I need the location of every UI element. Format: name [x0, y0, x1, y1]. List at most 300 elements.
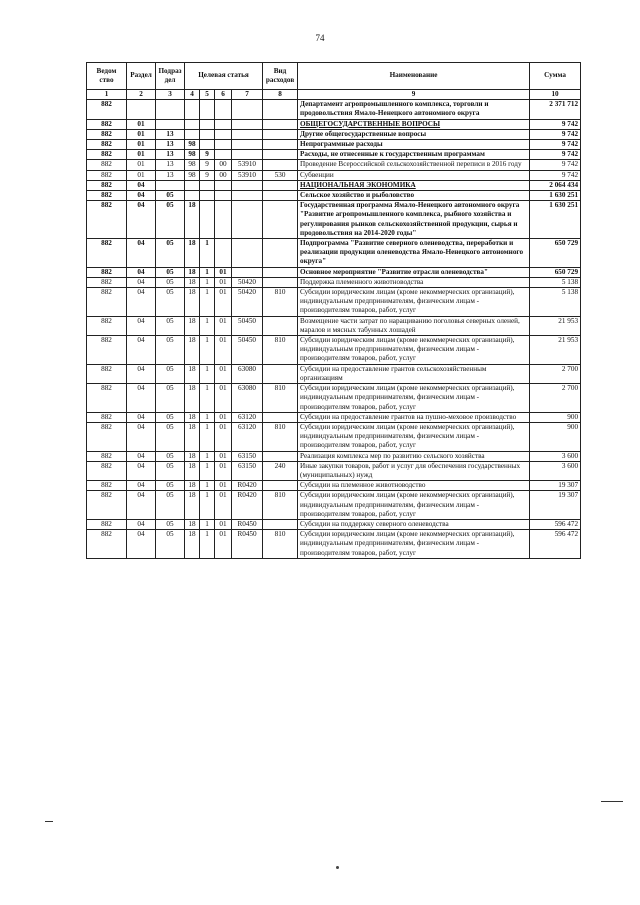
cs-subprogram-cell: [200, 100, 215, 119]
cs-direction-cell: 50450: [232, 336, 263, 365]
vr-cell: [263, 364, 298, 383]
vedomstvo-cell: 882: [87, 129, 127, 139]
budget-table: [86, 62, 581, 559]
cs-direction-cell: [232, 100, 263, 119]
name-cell: Субсидии на поддержку северного оленеводства: [298, 519, 530, 529]
table-row: [87, 491, 581, 520]
cs-event-cell: [215, 119, 232, 129]
name-cell: Субсидии на предоставление грантов сельскохозяйственным организациям: [298, 364, 530, 383]
cs-program-cell: 18: [185, 491, 200, 520]
cs-subprogram-cell: 1: [200, 530, 215, 559]
cs-subprogram-cell: 1: [200, 277, 215, 287]
cs-direction-cell: [232, 129, 263, 139]
col-header-sum: Сумма: [530, 63, 581, 90]
cs-subprogram-cell: 1: [200, 412, 215, 422]
table-row: [87, 481, 581, 491]
vedomstvo-cell: 882: [87, 140, 127, 150]
sum-cell: 2 371 712: [530, 100, 581, 119]
cs-event-cell: 01: [215, 288, 232, 317]
vr-cell: [263, 129, 298, 139]
vr-cell: [263, 451, 298, 461]
name-cell: Субсидии юридическим лицам (кроме некоммерческих организаций), индивидуальным предпринимателям, физическим лицам - производителям товаров, работ, услуг: [298, 336, 530, 365]
cs-subprogram-cell: [200, 140, 215, 150]
vedomstvo-cell: 882: [87, 481, 127, 491]
table-row: [87, 150, 581, 160]
sum-cell: 900: [530, 412, 581, 422]
razdel-cell: 04: [127, 364, 156, 383]
vr-cell: [263, 277, 298, 287]
name-cell: Субсидии юридическим лицам (кроме некоммерческих организаций), индивидуальным предпринимателям, физическим лицам - производителям товаров, работ, услуг: [298, 422, 530, 451]
name-cell: Непрограммные расходы: [298, 140, 530, 150]
col-header-vr: Вид расходов: [263, 63, 298, 90]
vedomstvo-cell: 882: [87, 316, 127, 335]
sum-cell: 3 600: [530, 451, 581, 461]
sum-cell: 21 953: [530, 336, 581, 365]
vr-cell: [263, 201, 298, 239]
table-row: [87, 170, 581, 180]
vedomstvo-cell: 882: [87, 384, 127, 413]
sum-cell: 19 307: [530, 481, 581, 491]
razdel-cell: 04: [127, 491, 156, 520]
name-cell: Реализация комплекса мер по развитию сельского хозяйства: [298, 451, 530, 461]
razdel-cell: 04: [127, 481, 156, 491]
cs-direction-cell: [232, 239, 263, 268]
cs-event-cell: 01: [215, 316, 232, 335]
vr-cell: [263, 150, 298, 160]
sum-cell: 19 307: [530, 491, 581, 520]
cs-subprogram-cell: 9: [200, 170, 215, 180]
table-row: [87, 336, 581, 365]
cs-direction-cell: 63120: [232, 412, 263, 422]
cs-event-cell: 00: [215, 170, 232, 180]
sum-cell: 2 700: [530, 364, 581, 383]
podrazdel-cell: 05: [156, 277, 185, 287]
podrazdel-cell: 05: [156, 451, 185, 461]
sum-cell: 9 742: [530, 160, 581, 170]
cs-direction-cell: 63080: [232, 384, 263, 413]
razdel-cell: 04: [127, 288, 156, 317]
cs-direction-cell: [232, 140, 263, 150]
cs-program-cell: 18: [185, 201, 200, 239]
cs-subprogram-cell: 1: [200, 239, 215, 268]
vr-cell: [263, 119, 298, 129]
col-header-name: Наименование: [298, 63, 530, 90]
cs-subprogram-cell: [200, 180, 215, 190]
vedomstvo-cell: 882: [87, 267, 127, 277]
sum-cell: 3 600: [530, 461, 581, 480]
cs-subprogram-cell: 9: [200, 150, 215, 160]
name-cell: Субсидии юридическим лицам (кроме некоммерческих организаций), индивидуальным предпринимателям, физическим лицам - производителям товаров, работ, услуг: [298, 530, 530, 559]
table-row: [87, 451, 581, 461]
podrazdel-cell: 05: [156, 316, 185, 335]
cs-event-cell: [215, 201, 232, 239]
vr-cell: 810: [263, 491, 298, 520]
podrazdel-cell: [156, 180, 185, 190]
podrazdel-cell: 05: [156, 422, 185, 451]
cs-program-cell: [185, 119, 200, 129]
vedomstvo-cell: 882: [87, 150, 127, 160]
vr-cell: [263, 316, 298, 335]
table-row: [87, 364, 581, 383]
cs-subprogram-cell: 1: [200, 461, 215, 480]
cs-event-cell: 01: [215, 277, 232, 287]
cs-direction-cell: R0420: [232, 491, 263, 520]
vedomstvo-cell: 882: [87, 530, 127, 559]
cs-event-cell: [215, 150, 232, 160]
cs-direction-cell: [232, 119, 263, 129]
vedomstvo-cell: 882: [87, 364, 127, 383]
razdel-cell: 04: [127, 519, 156, 529]
table-row: [87, 288, 581, 317]
table-row: [87, 100, 581, 119]
column-index-cell: 7: [232, 90, 263, 100]
name-cell: НАЦИОНАЛЬНАЯ ЭКОНОМИКА: [298, 180, 530, 190]
cs-direction-cell: [232, 150, 263, 160]
vedomstvo-cell: 882: [87, 239, 127, 268]
vr-cell: [263, 481, 298, 491]
cs-event-cell: [215, 180, 232, 190]
sum-cell: 2 064 434: [530, 180, 581, 190]
sum-cell: 900: [530, 422, 581, 451]
podrazdel-cell: 05: [156, 364, 185, 383]
cs-subprogram-cell: 1: [200, 451, 215, 461]
vr-cell: [263, 100, 298, 119]
table-row: [87, 277, 581, 287]
podrazdel-cell: 05: [156, 336, 185, 365]
podrazdel-cell: 05: [156, 239, 185, 268]
razdel-cell: 04: [127, 336, 156, 365]
cs-program-cell: 18: [185, 239, 200, 268]
razdel-cell: [127, 100, 156, 119]
cs-program-cell: 18: [185, 316, 200, 335]
cs-program-cell: 18: [185, 288, 200, 317]
col-header-podrazdel: Подраз дел: [156, 63, 185, 90]
cs-direction-cell: 53910: [232, 170, 263, 180]
name-cell: Поддержка племенного животноводства: [298, 277, 530, 287]
cs-subprogram-cell: 1: [200, 519, 215, 529]
vr-cell: 810: [263, 336, 298, 365]
vr-cell: 530: [263, 170, 298, 180]
sum-cell: 596 472: [530, 519, 581, 529]
podrazdel-cell: 05: [156, 481, 185, 491]
name-cell: Другие общегосударственные вопросы: [298, 129, 530, 139]
cs-subprogram-cell: 1: [200, 336, 215, 365]
vr-cell: 810: [263, 422, 298, 451]
vedomstvo-cell: 882: [87, 519, 127, 529]
col-header-razdel: Раздел: [127, 63, 156, 90]
cs-event-cell: 01: [215, 461, 232, 480]
podrazdel-cell: 13: [156, 150, 185, 160]
podrazdel-cell: 05: [156, 412, 185, 422]
cs-direction-cell: 63150: [232, 451, 263, 461]
cs-subprogram-cell: [200, 129, 215, 139]
cs-program-cell: 18: [185, 384, 200, 413]
cs-subprogram-cell: [200, 119, 215, 129]
vr-cell: [263, 180, 298, 190]
cs-subprogram-cell: 1: [200, 384, 215, 413]
cs-event-cell: [215, 129, 232, 139]
cs-program-cell: 98: [185, 170, 200, 180]
cs-event-cell: 01: [215, 336, 232, 365]
sum-cell: 5 138: [530, 288, 581, 317]
razdel-cell: 04: [127, 412, 156, 422]
vedomstvo-cell: 882: [87, 461, 127, 480]
sum-cell: 9 742: [530, 129, 581, 139]
cs-event-cell: 01: [215, 530, 232, 559]
vr-cell: 810: [263, 384, 298, 413]
podrazdel-cell: 05: [156, 491, 185, 520]
cs-event-cell: 01: [215, 267, 232, 277]
cs-program-cell: [185, 100, 200, 119]
table-row: [87, 180, 581, 190]
table-row: [87, 316, 581, 335]
vedomstvo-cell: 882: [87, 451, 127, 461]
cs-program-cell: 18: [185, 422, 200, 451]
column-index-cell: 6: [215, 90, 232, 100]
sum-cell: 650 729: [530, 239, 581, 268]
podrazdel-cell: 05: [156, 191, 185, 201]
cs-event-cell: 01: [215, 491, 232, 520]
razdel-cell: 01: [127, 170, 156, 180]
cs-subprogram-cell: [200, 201, 215, 239]
razdel-cell: 04: [127, 191, 156, 201]
margin-mark-left: [45, 821, 53, 822]
cs-direction-cell: R0420: [232, 481, 263, 491]
vedomstvo-cell: 882: [87, 336, 127, 365]
cs-subprogram-cell: 1: [200, 364, 215, 383]
sum-cell: 9 742: [530, 119, 581, 129]
table-row: [87, 160, 581, 170]
podrazdel-cell: 13: [156, 170, 185, 180]
cs-subprogram-cell: [200, 191, 215, 201]
vr-cell: 810: [263, 530, 298, 559]
vedomstvo-cell: 882: [87, 491, 127, 520]
cs-event-cell: [215, 239, 232, 268]
vr-cell: 240: [263, 461, 298, 480]
podrazdel-cell: 05: [156, 519, 185, 529]
cs-program-cell: 18: [185, 519, 200, 529]
cs-direction-cell: 50420: [232, 277, 263, 287]
table-row: [87, 422, 581, 451]
column-index-cell: 5: [200, 90, 215, 100]
cs-direction-cell: R0450: [232, 530, 263, 559]
cs-event-cell: [215, 140, 232, 150]
name-cell: Иные закупки товаров, работ и услуг для обеспечения государственных (муниципальных) нужд: [298, 461, 530, 480]
razdel-cell: 04: [127, 451, 156, 461]
cs-event-cell: 01: [215, 519, 232, 529]
cs-direction-cell: 53910: [232, 160, 263, 170]
podrazdel-cell: 05: [156, 530, 185, 559]
vr-cell: [263, 160, 298, 170]
vr-cell: [263, 140, 298, 150]
vedomstvo-cell: 882: [87, 170, 127, 180]
cs-event-cell: 01: [215, 481, 232, 491]
name-cell: Субсидии юридическим лицам (кроме некоммерческих организаций), индивидуальным предпринимателям, физическим лицам - производителям товаров, работ, услуг: [298, 288, 530, 317]
razdel-cell: 04: [127, 180, 156, 190]
podrazdel-cell: [156, 100, 185, 119]
razdel-cell: 01: [127, 140, 156, 150]
vedomstvo-cell: 882: [87, 191, 127, 201]
name-cell: Подпрограмма "Развитие северного оленеводства, переработки и реализации продукции оленеводства Ямало-Ненецкого автономного округа": [298, 239, 530, 268]
cs-program-cell: 18: [185, 277, 200, 287]
cs-program-cell: 18: [185, 530, 200, 559]
cs-direction-cell: 63150: [232, 461, 263, 480]
page-number: 74: [315, 33, 325, 43]
table-row: [87, 267, 581, 277]
sum-cell: 2 700: [530, 384, 581, 413]
podrazdel-cell: 13: [156, 129, 185, 139]
cs-event-cell: 01: [215, 412, 232, 422]
column-index-cell: 4: [185, 90, 200, 100]
table-row: [87, 191, 581, 201]
vr-cell: [263, 519, 298, 529]
cs-direction-cell: [232, 180, 263, 190]
table-row: [87, 239, 581, 268]
column-index-row: [87, 90, 581, 100]
table-row: [87, 461, 581, 480]
cs-subprogram-cell: 1: [200, 491, 215, 520]
vr-cell: [263, 412, 298, 422]
cs-program-cell: 98: [185, 160, 200, 170]
podrazdel-cell: 13: [156, 140, 185, 150]
name-cell: Субсидии юридическим лицам (кроме некоммерческих организаций), индивидуальным предпринимателям, физическим лицам - производителям товаров, работ, услуг: [298, 491, 530, 520]
name-cell: Проведение Всероссийской сельскохозяйственной переписи в 2016 году: [298, 160, 530, 170]
name-cell: ОБЩЕГОСУДАРСТВЕННЫЕ ВОПРОСЫ: [298, 119, 530, 129]
cs-program-cell: 18: [185, 267, 200, 277]
sum-cell: 650 729: [530, 267, 581, 277]
vedomstvo-cell: 882: [87, 277, 127, 287]
name-cell: Субвенции: [298, 170, 530, 180]
column-index-cell: 1: [87, 90, 127, 100]
cs-direction-cell: 63080: [232, 364, 263, 383]
name-cell: Сельское хозяйство и рыболовство: [298, 191, 530, 201]
sum-cell: 9 742: [530, 140, 581, 150]
vr-cell: 810: [263, 288, 298, 317]
cs-program-cell: [185, 180, 200, 190]
cs-subprogram-cell: 1: [200, 288, 215, 317]
cs-program-cell: 18: [185, 412, 200, 422]
margin-mark-right: [601, 801, 623, 802]
vedomstvo-cell: 882: [87, 201, 127, 239]
vedomstvo-cell: 882: [87, 180, 127, 190]
razdel-cell: 04: [127, 239, 156, 268]
razdel-cell: 04: [127, 267, 156, 277]
cs-subprogram-cell: 9: [200, 160, 215, 170]
cs-program-cell: 18: [185, 461, 200, 480]
razdel-cell: 04: [127, 422, 156, 451]
vedomstvo-cell: 882: [87, 288, 127, 317]
vedomstvo-cell: 882: [87, 100, 127, 119]
vr-cell: [263, 191, 298, 201]
vedomstvo-cell: 882: [87, 119, 127, 129]
razdel-cell: 01: [127, 150, 156, 160]
table-row: [87, 384, 581, 413]
cs-subprogram-cell: 1: [200, 316, 215, 335]
podrazdel-cell: 05: [156, 267, 185, 277]
name-cell: Основное мероприятие "Развитие отрасли оленеводства": [298, 267, 530, 277]
cs-direction-cell: 50420: [232, 288, 263, 317]
razdel-cell: 04: [127, 277, 156, 287]
cs-event-cell: 01: [215, 422, 232, 451]
cs-direction-cell: [232, 201, 263, 239]
cs-program-cell: 18: [185, 451, 200, 461]
razdel-cell: 01: [127, 160, 156, 170]
header-row: [87, 63, 581, 90]
podrazdel-cell: 05: [156, 461, 185, 480]
sum-cell: 21 953: [530, 316, 581, 335]
cs-subprogram-cell: 1: [200, 481, 215, 491]
table-row: [87, 119, 581, 129]
cs-direction-cell: 63120: [232, 422, 263, 451]
name-cell: Субсидии на племенное животноводство: [298, 481, 530, 491]
column-index-cell: 3: [156, 90, 185, 100]
cs-program-cell: 18: [185, 364, 200, 383]
column-index-cell: 8: [263, 90, 298, 100]
razdel-cell: 04: [127, 201, 156, 239]
vedomstvo-cell: 882: [87, 160, 127, 170]
razdel-cell: 01: [127, 129, 156, 139]
cs-event-cell: [215, 191, 232, 201]
sum-cell: 5 138: [530, 277, 581, 287]
sum-cell: 1 630 251: [530, 201, 581, 239]
name-cell: Возмещение части затрат по наращиванию поголовья северных оленей, маралов и мясных табунных лошадей: [298, 316, 530, 335]
col-header-vedomstvo: Ведом ство: [87, 63, 127, 90]
podrazdel-cell: 13: [156, 160, 185, 170]
column-index-cell: 9: [298, 90, 530, 100]
table-body: [87, 100, 581, 559]
cs-subprogram-cell: 1: [200, 422, 215, 451]
cs-program-cell: [185, 129, 200, 139]
podrazdel-cell: [156, 119, 185, 129]
cs-event-cell: 01: [215, 451, 232, 461]
podrazdel-cell: 05: [156, 384, 185, 413]
cs-direction-cell: R0450: [232, 519, 263, 529]
scan-dot: [336, 866, 339, 869]
vedomstvo-cell: 882: [87, 412, 127, 422]
sum-cell: 596 472: [530, 530, 581, 559]
table-row: [87, 530, 581, 559]
name-cell: Субсидии юридическим лицам (кроме некоммерческих организаций), индивидуальным предпринимателям, физическим лицам - производителям товаров, работ, услуг: [298, 384, 530, 413]
razdel-cell: 04: [127, 316, 156, 335]
razdel-cell: 04: [127, 384, 156, 413]
name-cell: Субсидии на предоставление грантов на пушно-меховое производство: [298, 412, 530, 422]
name-cell: Расходы, не отнесенные к государственным программам: [298, 150, 530, 160]
vedomstvo-cell: 882: [87, 422, 127, 451]
cs-program-cell: 98: [185, 140, 200, 150]
cs-program-cell: 18: [185, 336, 200, 365]
cs-program-cell: 18: [185, 481, 200, 491]
table-row: [87, 519, 581, 529]
razdel-cell: 01: [127, 119, 156, 129]
table-row: [87, 412, 581, 422]
razdel-cell: 04: [127, 530, 156, 559]
cs-event-cell: 00: [215, 160, 232, 170]
cs-program-cell: 98: [185, 150, 200, 160]
name-cell: Департамент агропромышленного комплекса, торговли и продовольствия Ямало-Ненецкого автономного округа: [298, 100, 530, 119]
table-row: [87, 140, 581, 150]
cs-event-cell: 01: [215, 364, 232, 383]
table-row: [87, 129, 581, 139]
sum-cell: 9 742: [530, 150, 581, 160]
cs-program-cell: [185, 191, 200, 201]
cs-event-cell: 01: [215, 384, 232, 413]
cs-direction-cell: 50450: [232, 316, 263, 335]
col-header-cs: Целевая статья: [185, 63, 263, 90]
column-index-cell: 2: [127, 90, 156, 100]
razdel-cell: 04: [127, 461, 156, 480]
sum-cell: 1 630 251: [530, 191, 581, 201]
podrazdel-cell: 05: [156, 288, 185, 317]
